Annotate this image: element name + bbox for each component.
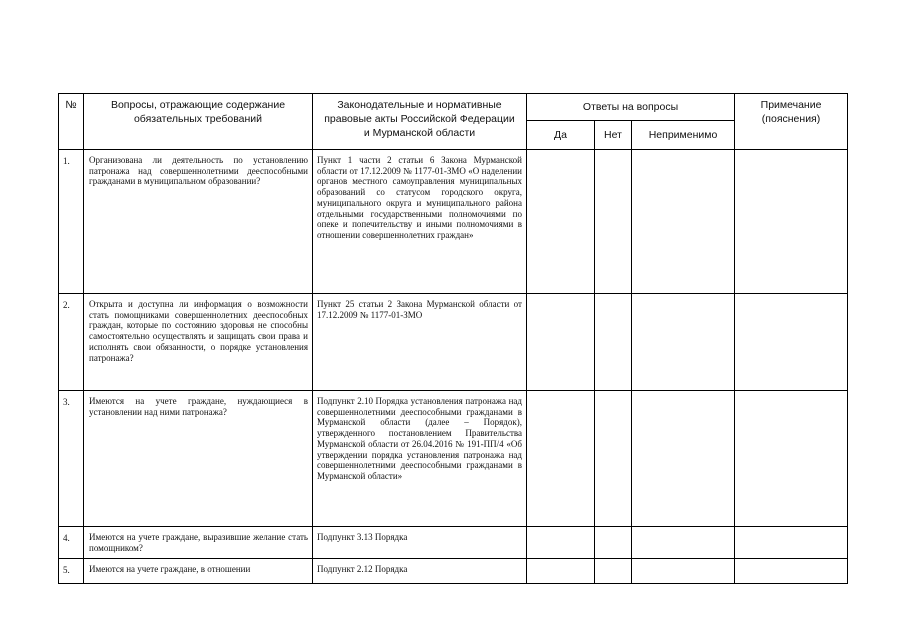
row-question: Открыта и доступна ли информация о возможности стать помощниками совершеннолетних дееспособных граждан, которые по состоянию здоровья не способны самостоятельно осуществлять и защищать свои права и исполнять свои обязанности, о порядке установления патронажа? (84, 294, 313, 391)
note-cell[interactable] (735, 150, 848, 294)
answer-no-cell[interactable] (595, 150, 632, 294)
table-row (59, 294, 848, 391)
header-note: Примечание (пояснения) (735, 94, 848, 150)
header-acts: Законодательные и нормативные правовые акты Российской Федерации и Мурманской области (313, 94, 527, 150)
note-cell[interactable] (735, 294, 848, 391)
table-row (59, 150, 848, 294)
header-num: № (59, 94, 84, 150)
row-act: Подпункт 3.13 Порядка (313, 527, 527, 559)
row-number: 5. (59, 559, 84, 584)
row-question: Организована ли деятельность по установлению патронажа над совершеннолетними дееспособными гражданами в муниципальном образовании? (84, 150, 313, 294)
answer-na-cell[interactable] (632, 150, 735, 294)
header-questions: Вопросы, отражающие содержание обязательных требований (84, 94, 313, 150)
note-cell[interactable] (735, 559, 848, 584)
row-act: Подпункт 2.12 Порядка (313, 559, 527, 584)
header-row (59, 94, 848, 121)
checklist-table (58, 93, 848, 584)
table-row (59, 559, 848, 584)
table-row (59, 527, 848, 559)
answer-na-cell[interactable] (632, 294, 735, 391)
row-act: Пункт 25 статьи 2 Закона Мурманской области от 17.12.2009 № 1177-01-ЗМО (313, 294, 527, 391)
answer-na-cell[interactable] (632, 559, 735, 584)
answer-na-cell[interactable] (632, 391, 735, 527)
answer-yes-cell[interactable] (527, 559, 595, 584)
answer-yes-cell[interactable] (527, 150, 595, 294)
answer-yes-cell[interactable] (527, 527, 595, 559)
row-question: Имеются на учете граждане, в отношении (84, 559, 313, 584)
header-no: Нет (595, 121, 632, 150)
checklist-sheet (58, 93, 848, 584)
row-number: 3. (59, 391, 84, 527)
answer-yes-cell[interactable] (527, 391, 595, 527)
table-row (59, 391, 848, 527)
answer-no-cell[interactable] (595, 294, 632, 391)
header-na: Неприменимо (632, 121, 735, 150)
row-act: Пункт 1 части 2 статьи 6 Закона Мурманской области от 17.12.2009 № 1177-01-ЗМО «О наделении органов местного самоуправления муниципальных образований со статусом городского округа, муниципального округа и муниципального района отдельными государственными полномочиями по опеке и попечительству и иными полномочиями в отношении совершеннолетних граждан» (313, 150, 527, 294)
row-act: Подпункт 2.10 Порядка установления патронажа над совершеннолетними дееспособными гражданами в Мурманской области (далее – Порядок), утвержденного постановлением Правительства Мурманской области от 26.04.2016 № 191-ПП/4 «Об утверждении порядка установления патронажа над совершеннолетними дееспособными гражданами в Мурманской области» (313, 391, 527, 527)
header-yes: Да (527, 121, 595, 150)
row-number: 2. (59, 294, 84, 391)
answer-no-cell[interactable] (595, 559, 632, 584)
note-cell[interactable] (735, 527, 848, 559)
header-answers: Ответы на вопросы (527, 94, 735, 121)
answer-no-cell[interactable] (595, 391, 632, 527)
answer-na-cell[interactable] (632, 527, 735, 559)
note-cell[interactable] (735, 391, 848, 527)
row-number: 4. (59, 527, 84, 559)
row-question: Имеются на учете граждане, нуждающиеся в установлении над ними патронажа? (84, 391, 313, 527)
row-question: Имеются на учете граждане, выразившие желание стать помощником? (84, 527, 313, 559)
answer-no-cell[interactable] (595, 527, 632, 559)
row-number: 1. (59, 150, 84, 294)
answer-yes-cell[interactable] (527, 294, 595, 391)
